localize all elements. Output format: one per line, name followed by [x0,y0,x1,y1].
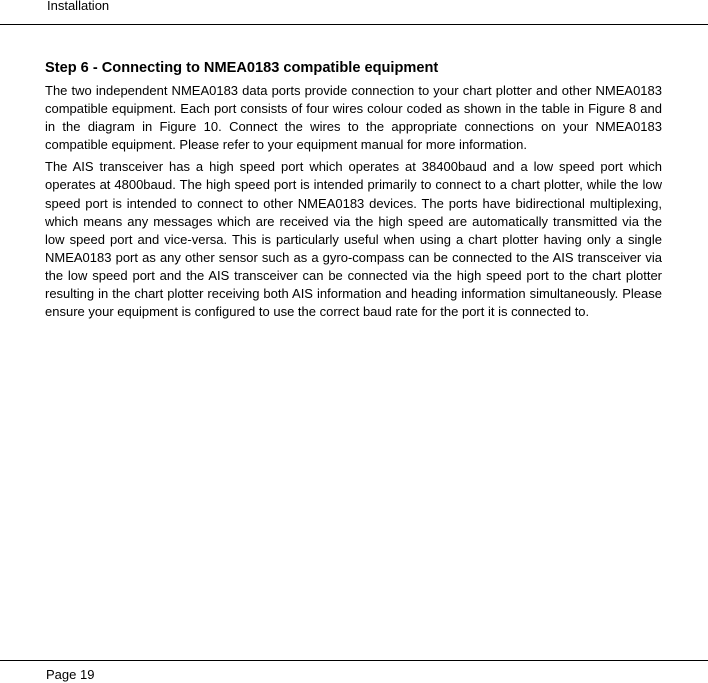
header-divider [0,24,708,25]
page-number: Page 19 [46,667,95,682]
footer-divider [0,660,708,661]
page-content [45,59,662,325]
paragraph-baud-rates: The AIS transceiver has a high speed port which operates at 38400baud and a low speed port which operates at 4800baud. The high speed port is intended primarily to connect to a chart plotter, while the low speed port is intended to connect to other NMEA0183 devices. The ports have bidirectional multiplexing, which means any messages which are received via the high speed are automatically transmitted via the low speed port and vice-versa. This is particularly useful when using a chart plotter having only a single NMEA0183 port as any other sensor such as a gyro-compass can be connected to the AIS transceiver via the low speed port and the AIS transceiver can be connected via the high speed port to the chart plotter resulting in the chart plotter receiving both AIS information and heading information simultaneously. Please ensure your equipment is configured to use the correct baud rate for the port it is connected to. [45,159,662,320]
section-heading: Step 6 - Connecting to NMEA0183 compatible equipment [45,60,439,76]
paragraph-nmea-ports: The two independent NMEA0183 data ports provide connection to your chart plotter and other NMEA0183 compatible equipment. Each port consists of four wires colour coded as shown in the table in Figure 8 and in the diagram in Figure 10. Connect the wires to the appropriate connections on your NMEA0183 compatible equipment. Please refer to your equipment manual for more information. [45,83,662,153]
running-header: Installation [47,0,110,13]
